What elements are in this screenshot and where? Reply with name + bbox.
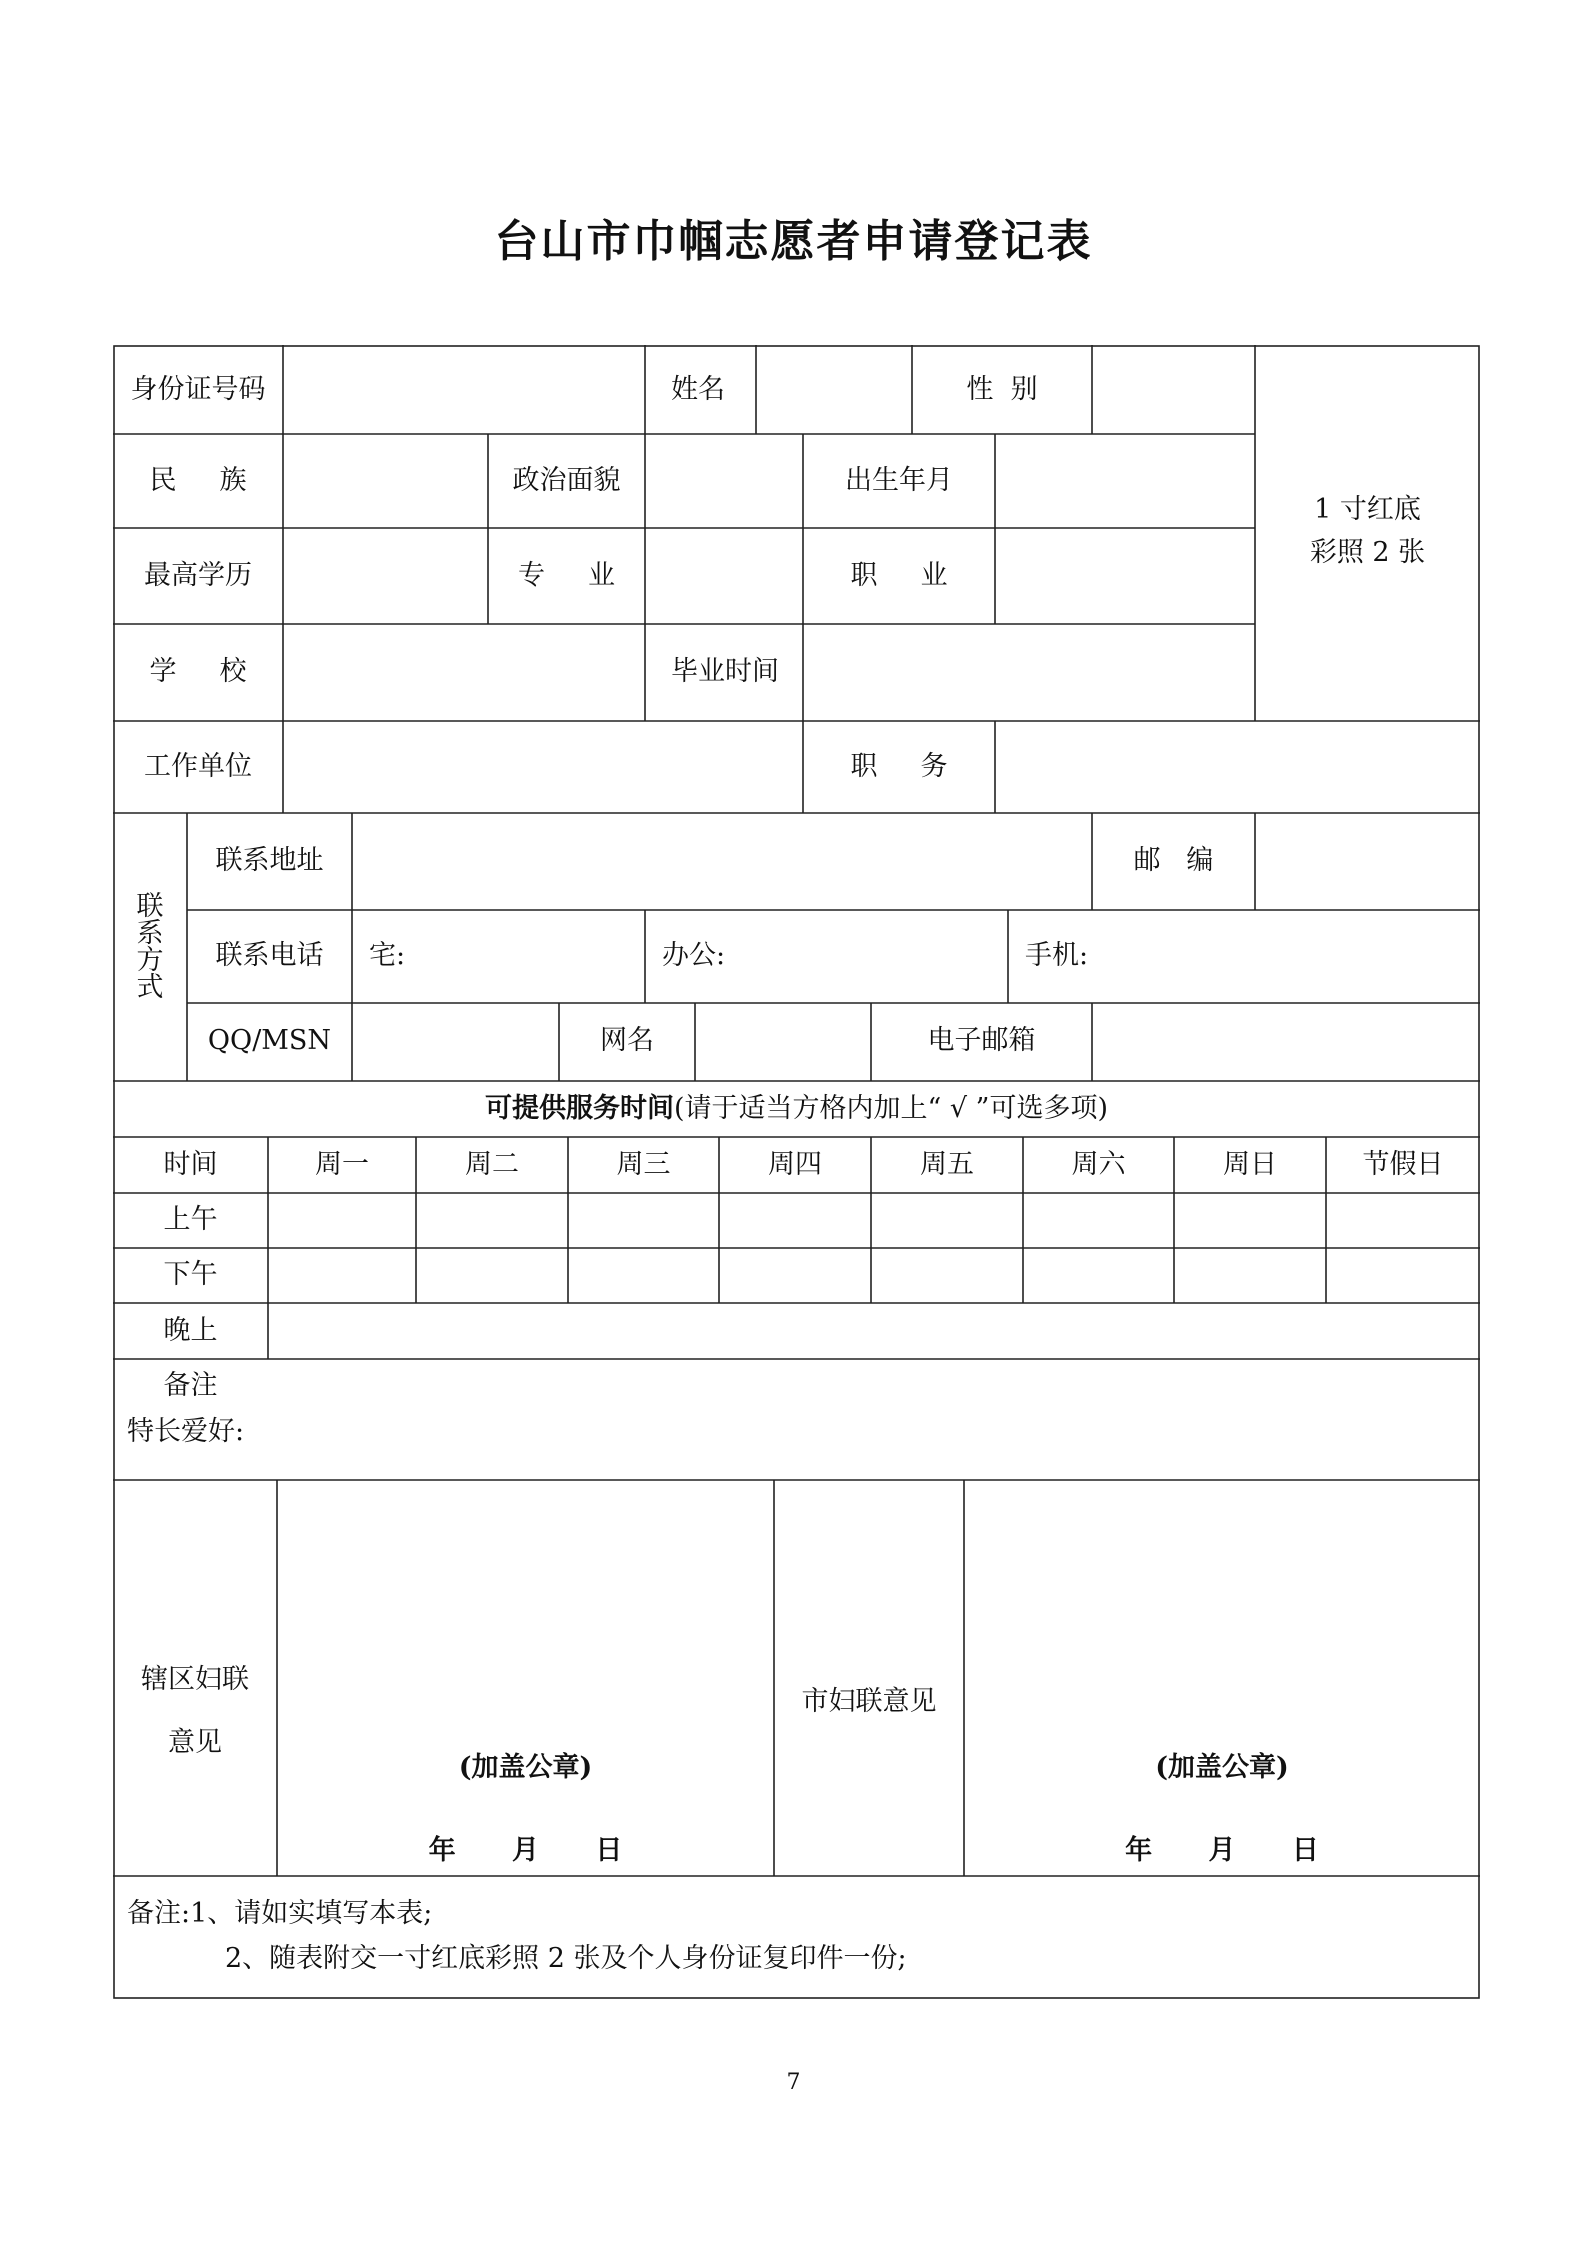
- label-graduation-time: 毕业时间: [671, 656, 779, 687]
- label-major: 专 业: [518, 560, 615, 591]
- label-phone: 联系电话: [215, 940, 324, 971]
- row-remark: 备注: [163, 1370, 218, 1401]
- label-district-opinion-1: 辖区妇联: [141, 1664, 249, 1695]
- label-qq-msn: QQ/MSN: [207, 1025, 332, 1056]
- col-tue: 周二: [465, 1149, 519, 1180]
- col-mon: 周一: [315, 1149, 369, 1180]
- label-address: 联系地址: [215, 845, 324, 876]
- row-afternoon: 下午: [163, 1259, 218, 1290]
- label-work-unit: 工作单位: [144, 751, 252, 782]
- schedule-heading: [113, 1092, 1480, 1126]
- photo-note-line1: 1 寸红底: [1314, 494, 1421, 525]
- note-line-2: 2、随表附交一寸红底彩照 2 张及个人身份证复印件一份;: [225, 1943, 907, 1974]
- label-home-phone: 宅:: [369, 940, 406, 971]
- row-morning: 上午: [163, 1204, 218, 1235]
- label-nickname: 网名: [600, 1025, 654, 1056]
- col-thu: 周四: [768, 1149, 822, 1180]
- photo-note-line2: 彩照 2 张: [1309, 537, 1426, 568]
- label-district-opinion-2: 意见: [168, 1727, 222, 1758]
- label-position: 职 务: [850, 751, 948, 782]
- label-school: 学 校: [149, 656, 247, 687]
- col-fri: 周五: [920, 1149, 974, 1180]
- page-number: 7: [786, 2070, 801, 2095]
- label-office-phone: 办公:: [662, 940, 726, 971]
- col-sat: 周六: [1071, 1149, 1126, 1180]
- label-id-number: 身份证号码: [130, 374, 266, 405]
- schedule-heading-note: (请于适当方格内加上“ √ ”可选多项): [673, 1093, 1109, 1124]
- col-holiday: 节假日: [1362, 1149, 1444, 1180]
- label-gender: 性 别: [966, 374, 1038, 405]
- col-time: 时间: [163, 1149, 218, 1180]
- label-political-status: 政治面貌: [512, 465, 621, 496]
- city-seal-note: (加盖公章): [1155, 1752, 1289, 1783]
- district-seal-note: (加盖公章): [458, 1752, 593, 1783]
- label-occupation: 职 业: [850, 560, 948, 591]
- registration-form: [113, 345, 1480, 1999]
- label-mobile-phone: 手机:: [1025, 940, 1089, 971]
- label-email: 电子邮箱: [927, 1025, 1036, 1056]
- col-sun: 周日: [1223, 1149, 1277, 1180]
- row-evening: 晚上: [163, 1315, 218, 1346]
- label-name: 姓名: [671, 374, 725, 405]
- label-birth-date: 出生年月: [845, 465, 953, 496]
- label-ethnicity: 民 族: [149, 465, 247, 496]
- label-hobbies: 特长爱好:: [127, 1416, 245, 1447]
- form-title: 台山市巾帼志愿者申请登记表: [494, 216, 1093, 267]
- note-line-1: 备注:1、请如实填写本表;: [127, 1898, 433, 1929]
- col-wed: 周三: [616, 1149, 671, 1180]
- label-city-opinion: 市妇联意见: [801, 1686, 937, 1717]
- label-postcode: 邮 编: [1133, 845, 1214, 876]
- schedule-heading-bold: 可提供服务时间: [484, 1093, 674, 1124]
- label-contact-group: 联系方式: [136, 891, 164, 1003]
- city-date: 年 月 日: [1125, 1835, 1319, 1866]
- label-education: 最高学历: [144, 560, 252, 591]
- district-date: 年 月 日: [428, 1835, 623, 1866]
